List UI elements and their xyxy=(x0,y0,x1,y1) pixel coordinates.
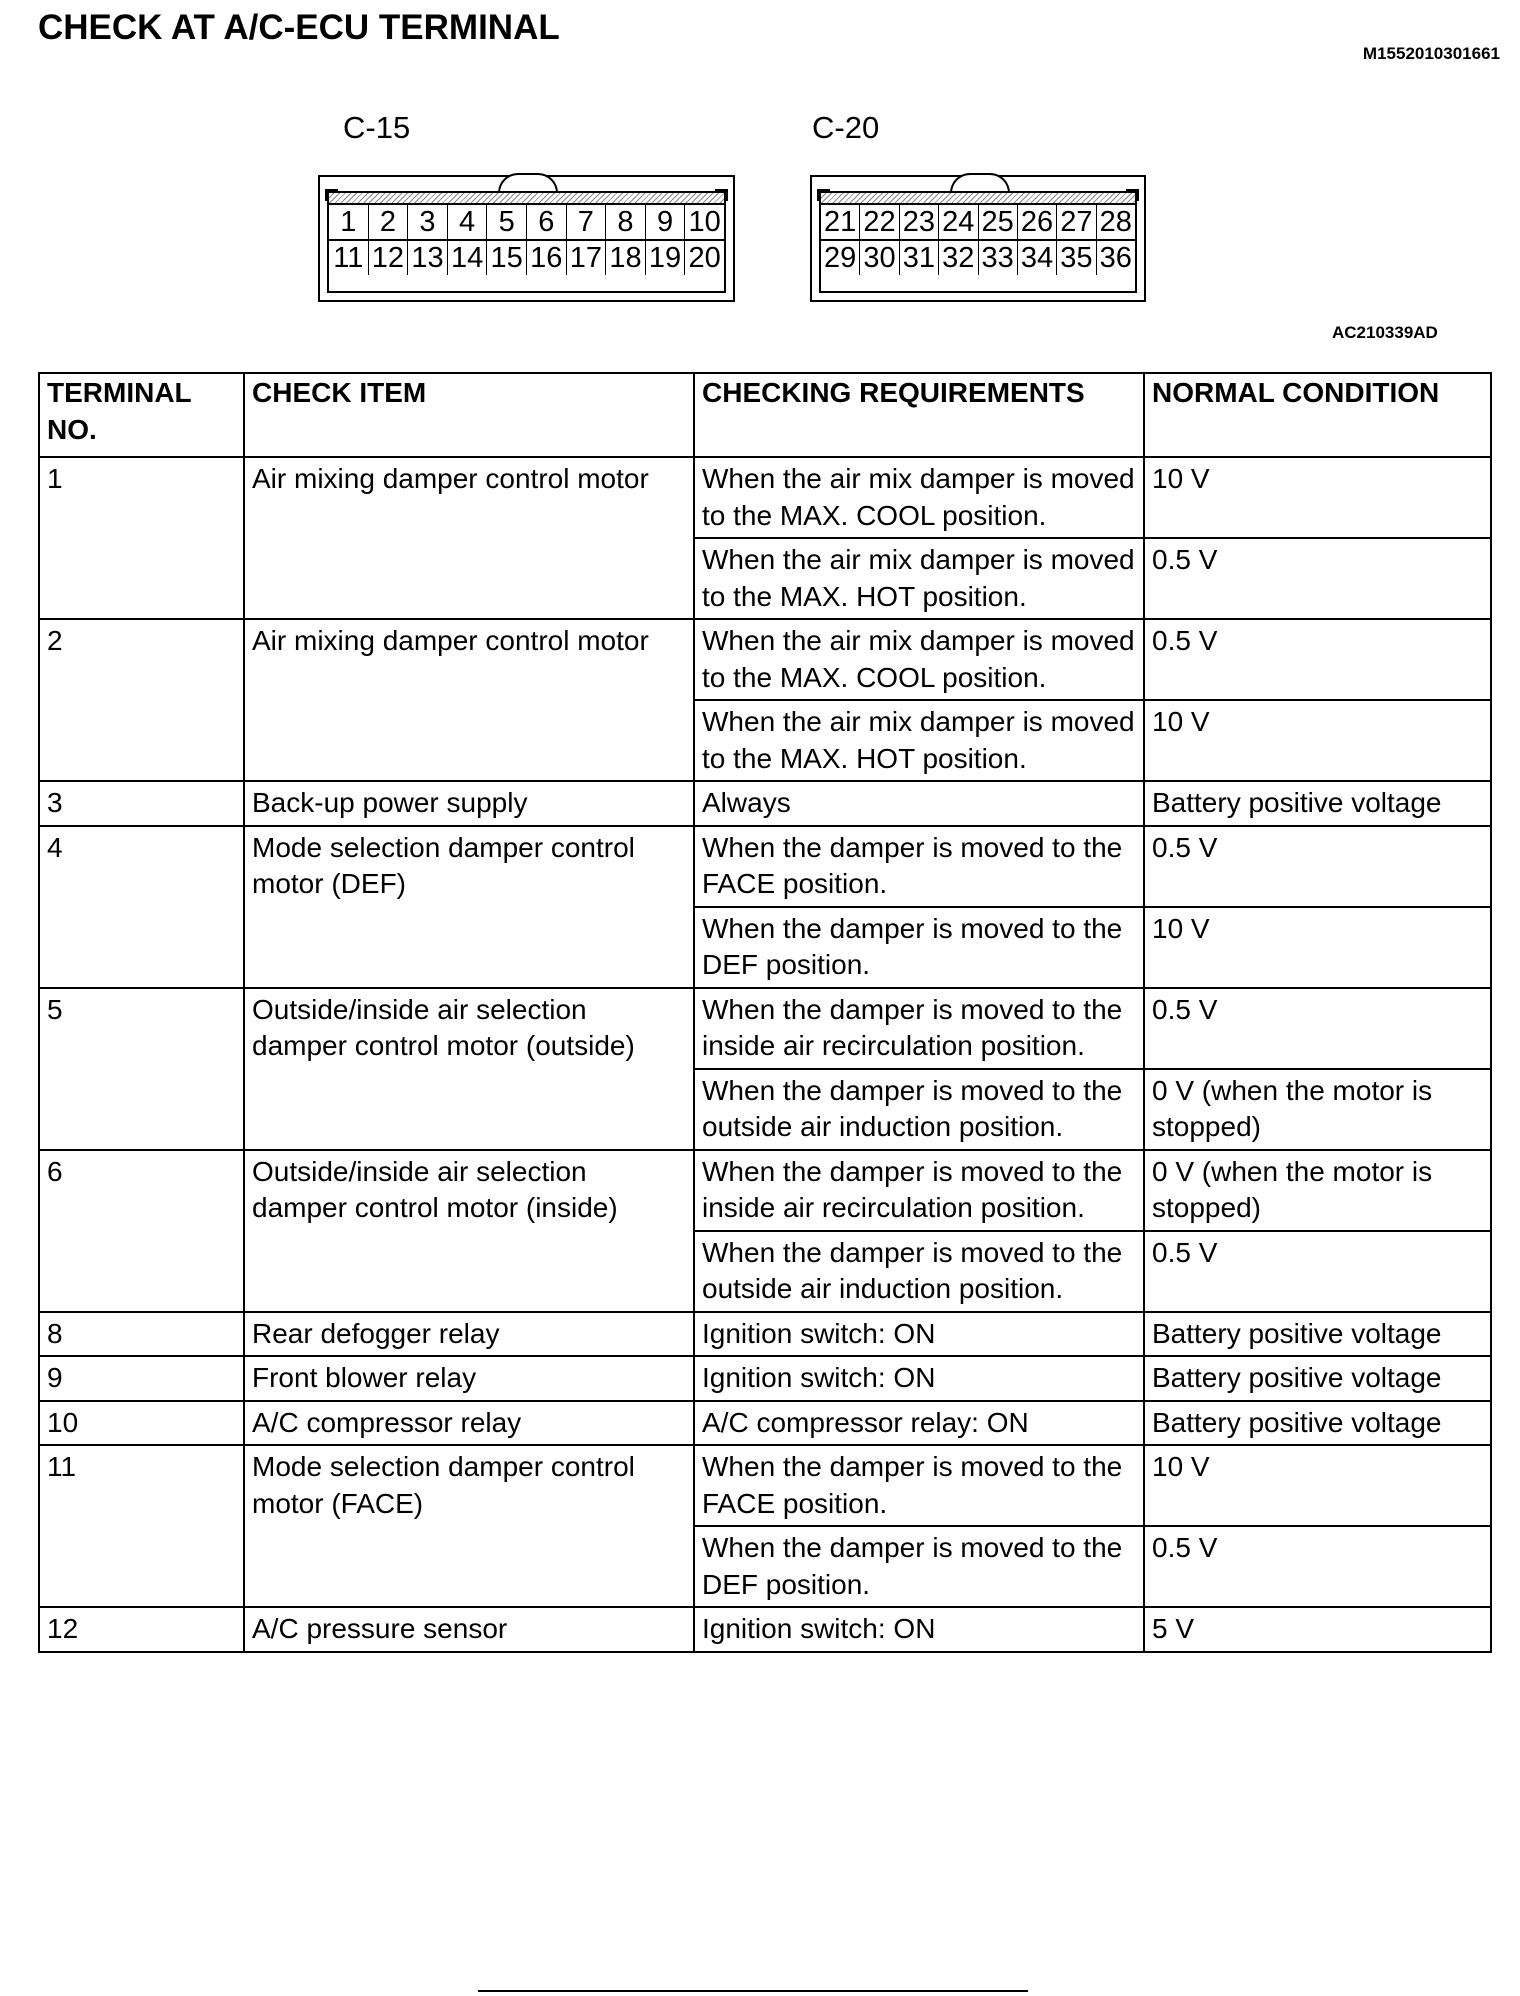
check-item-cell: Outside/inside air selection damper control motor (outside) xyxy=(244,988,694,1150)
terminal-pin: 29 xyxy=(824,242,857,274)
table-row xyxy=(39,1312,1491,1357)
requirement-cell: When the damper is moved to the FACE position. xyxy=(694,826,1144,907)
terminal-pin: 22 xyxy=(859,205,898,239)
terminal-pin: 8 xyxy=(605,205,645,239)
terminal-pin: 25 xyxy=(978,205,1017,239)
figure-code: AC210339AD xyxy=(1332,323,1438,342)
terminal-pin: 7 xyxy=(566,205,606,239)
terminal-pin: 27 xyxy=(1056,205,1095,239)
condition-cell: Battery positive voltage xyxy=(1144,1312,1491,1357)
condition-cell: 0 V (when the motor is stopped) xyxy=(1144,1150,1491,1231)
terminal-pin: 10 xyxy=(684,205,724,239)
check-item-cell: Air mixing damper control motor xyxy=(244,457,694,619)
terminal-pin: 17 xyxy=(566,241,606,275)
requirement-cell: Ignition switch: ON xyxy=(694,1312,1144,1357)
terminal-pin: 34 xyxy=(1017,241,1056,275)
requirement-cell: Ignition switch: ON xyxy=(694,1607,1144,1652)
terminal-pin: 19 xyxy=(645,241,685,275)
document-code: M1552010301661 xyxy=(1362,44,1500,63)
table-row xyxy=(39,781,1491,826)
requirement-cell: When the air mix damper is moved to the MAX. HOT position. xyxy=(694,538,1144,619)
terminal-number-cell: 9 xyxy=(39,1356,244,1401)
terminal-pin: 5 xyxy=(486,205,526,239)
condition-cell: 10 V xyxy=(1144,1445,1491,1526)
pin-row-top xyxy=(821,205,1135,241)
connector-hatch xyxy=(329,193,724,205)
terminal-pin: 23 xyxy=(899,205,938,239)
condition-cell: 0.5 V xyxy=(1144,538,1491,619)
table-row xyxy=(39,619,1491,700)
table-row xyxy=(39,1401,1491,1446)
terminal-pin: 32 xyxy=(938,241,977,275)
requirement-cell: When the damper is moved to the DEF position. xyxy=(694,907,1144,988)
condition-cell: Battery positive voltage xyxy=(1144,781,1491,826)
terminal-pin: 13 xyxy=(407,241,447,275)
condition-cell: Battery positive voltage xyxy=(1144,1356,1491,1401)
check-item-cell: Front blower relay xyxy=(244,1356,694,1401)
requirement-cell: When the air mix damper is moved to the MAX. COOL position. xyxy=(694,457,1144,538)
pin-row-top xyxy=(329,205,724,241)
terminal-pin: 12 xyxy=(368,241,408,275)
table-row xyxy=(39,1445,1491,1526)
terminal-pin: 2 xyxy=(368,205,408,239)
condition-cell: 5 V xyxy=(1144,1607,1491,1652)
connector-c20 xyxy=(810,175,1146,302)
requirement-cell: When the damper is moved to the FACE position. xyxy=(694,1445,1144,1526)
condition-cell: 10 V xyxy=(1144,907,1491,988)
check-item-cell: Mode selection damper control motor (DEF) xyxy=(244,826,694,988)
condition-cell: 0 V (when the motor is stopped) xyxy=(1144,1069,1491,1150)
terminal-pin: 3 xyxy=(407,205,447,239)
header-normal-condition: NORMAL CONDITION xyxy=(1144,373,1491,457)
table-body xyxy=(39,457,1491,1652)
table-header-row xyxy=(39,373,1491,457)
header-terminal-no: TERMINAL NO. xyxy=(39,373,244,457)
check-item-cell: Rear defogger relay xyxy=(244,1312,694,1357)
terminal-pin: 6 xyxy=(526,205,566,239)
terminal-pin: 9 xyxy=(645,205,685,239)
page-title: CHECK AT A/C-ECU TERMINAL xyxy=(38,8,560,47)
requirement-cell: When the air mix damper is moved to the MAX. COOL position. xyxy=(694,619,1144,700)
connector-latch xyxy=(498,173,558,193)
requirement-cell: When the damper is moved to the outside air induction position. xyxy=(694,1231,1144,1312)
connector-face xyxy=(819,191,1137,293)
requirement-cell: When the damper is moved to the DEF position. xyxy=(694,1526,1144,1607)
table-row xyxy=(39,826,1491,907)
connector-c15 xyxy=(318,175,735,302)
connector-hatch xyxy=(821,193,1135,205)
terminal-number-cell: 4 xyxy=(39,826,244,988)
connector-face xyxy=(327,191,726,293)
terminal-number-cell: 2 xyxy=(39,619,244,781)
terminal-pin: 21 xyxy=(824,206,857,238)
condition-cell: 10 V xyxy=(1144,457,1491,538)
table-row xyxy=(39,1150,1491,1231)
terminal-pin: 18 xyxy=(605,241,645,275)
header-check-item: CHECK ITEM xyxy=(244,373,694,457)
terminal-pin: 35 xyxy=(1056,241,1095,275)
condition-cell: 0.5 V xyxy=(1144,619,1491,700)
requirement-cell: When the damper is moved to the inside air recirculation position. xyxy=(694,988,1144,1069)
terminal-pin: 31 xyxy=(899,241,938,275)
requirement-cell: When the damper is moved to the outside air induction position. xyxy=(694,1069,1144,1150)
requirement-cell: Always xyxy=(694,781,1144,826)
terminal-pin: 33 xyxy=(978,241,1017,275)
check-item-cell: Outside/inside air selection damper control motor (inside) xyxy=(244,1150,694,1312)
pin-row-bottom xyxy=(821,241,1135,275)
terminal-pin: 15 xyxy=(486,241,526,275)
condition-cell: 10 V xyxy=(1144,700,1491,781)
condition-cell: 0.5 V xyxy=(1144,988,1491,1069)
terminal-pin: 20 xyxy=(684,241,724,275)
terminal-pin: 28 xyxy=(1096,205,1135,239)
terminal-number-cell: 1 xyxy=(39,457,244,619)
check-item-cell: A/C pressure sensor xyxy=(244,1607,694,1652)
condition-cell: 0.5 V xyxy=(1144,826,1491,907)
terminal-pin: 24 xyxy=(938,205,977,239)
footer-rule xyxy=(478,1990,1028,1992)
check-item-cell: A/C compressor relay xyxy=(244,1401,694,1446)
requirement-cell: When the air mix damper is moved to the MAX. HOT position. xyxy=(694,700,1144,781)
connector-latch xyxy=(950,173,1010,193)
condition-cell: Battery positive voltage xyxy=(1144,1401,1491,1446)
terminal-number-cell: 8 xyxy=(39,1312,244,1357)
check-item-cell: Mode selection damper control motor (FACE) xyxy=(244,1445,694,1607)
table-row xyxy=(39,988,1491,1069)
terminal-pin: 11 xyxy=(333,242,364,274)
terminal-number-cell: 12 xyxy=(39,1607,244,1652)
table-row xyxy=(39,1356,1491,1401)
terminal-number-cell: 10 xyxy=(39,1401,244,1446)
condition-cell: 0.5 V xyxy=(1144,1526,1491,1607)
requirement-cell: A/C compressor relay: ON xyxy=(694,1401,1144,1446)
requirement-cell: Ignition switch: ON xyxy=(694,1356,1144,1401)
condition-cell: 0.5 V xyxy=(1144,1231,1491,1312)
check-item-cell: Back-up power supply xyxy=(244,781,694,826)
terminal-pin: 14 xyxy=(447,241,487,275)
connector-c20-label: C-20 xyxy=(812,110,880,145)
terminal-check-table xyxy=(38,372,1492,1653)
pin-row-bottom xyxy=(329,241,724,275)
requirement-cell: When the damper is moved to the inside air recirculation position. xyxy=(694,1150,1144,1231)
terminal-number-cell: 6 xyxy=(39,1150,244,1312)
terminal-pin: 16 xyxy=(526,241,566,275)
terminal-pin: 1 xyxy=(340,206,357,238)
terminal-pin: 26 xyxy=(1017,205,1056,239)
terminal-pin: 30 xyxy=(859,241,898,275)
table-row xyxy=(39,1607,1491,1652)
header-checking-requirements: CHECKING REQUIREMENTS xyxy=(694,373,1144,457)
terminal-number-cell: 5 xyxy=(39,988,244,1150)
table-row xyxy=(39,457,1491,538)
connector-c15-label: C-15 xyxy=(343,110,411,145)
terminal-pin: 36 xyxy=(1096,241,1135,275)
terminal-pin: 4 xyxy=(447,205,487,239)
terminal-number-cell: 3 xyxy=(39,781,244,826)
check-item-cell: Air mixing damper control motor xyxy=(244,619,694,781)
terminal-number-cell: 11 xyxy=(39,1445,244,1607)
